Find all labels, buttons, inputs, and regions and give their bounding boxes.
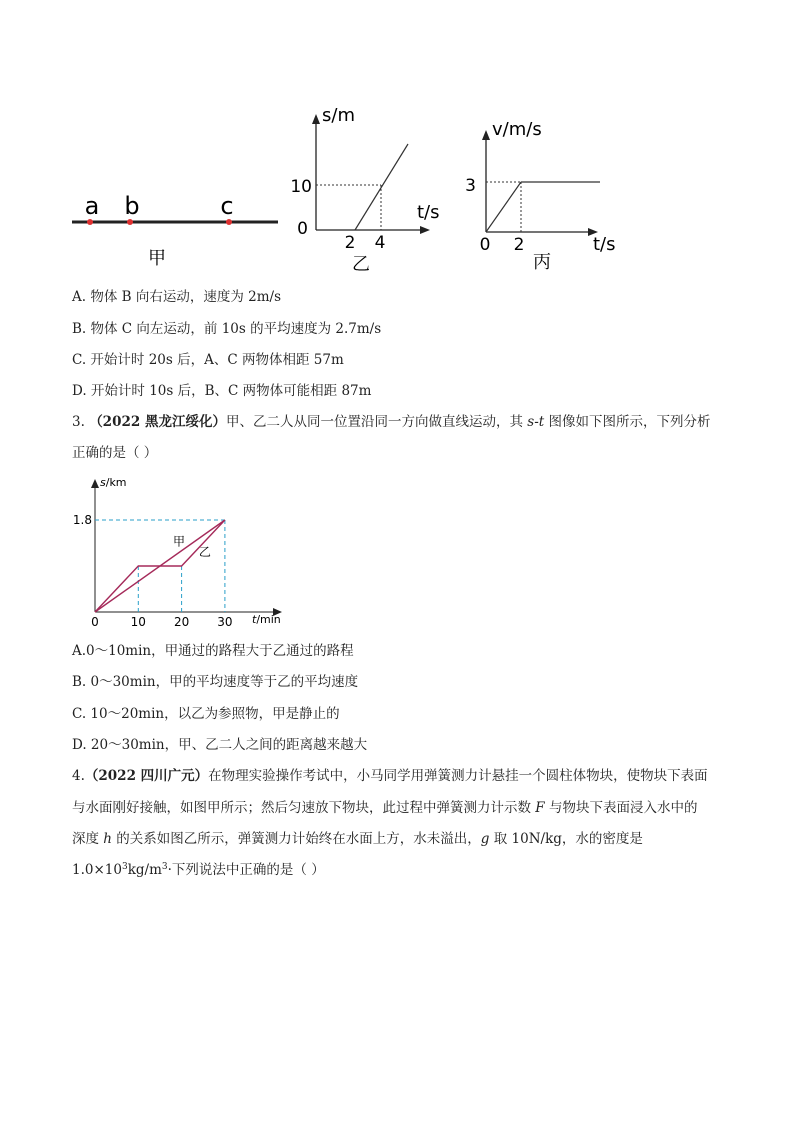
- yi-xtick-2: 2: [344, 233, 356, 253]
- q3-stem-line2: 正确的是（ ）: [72, 445, 158, 461]
- q2-option-d: D. 开始计时 10s 后，B、C 两物体可能相距 87m: [72, 383, 372, 399]
- yi-xlabel: t/s: [417, 202, 440, 223]
- q4-text-4c: ·下列说法中正确的是（ ）: [167, 862, 325, 878]
- yi-ytick: 10: [290, 177, 312, 197]
- label-c: c: [220, 192, 234, 220]
- yi-origin: 0: [297, 219, 308, 239]
- caption-bing: 丙: [533, 252, 551, 273]
- q4-text-1: 在物理实验操作考试中，小马同学用弹簧测力计悬挂一个圆柱体物块，使物块下表面: [208, 768, 708, 784]
- q3-chart: [60, 470, 300, 635]
- q3-stem-line1: [72, 413, 710, 431]
- q4-stem-line2: [72, 799, 697, 817]
- q4-source: （2022 四川广元）: [84, 768, 209, 784]
- figure-1: [60, 100, 630, 280]
- q4-var-F: F: [535, 800, 545, 816]
- q4-stem-line1: [72, 767, 708, 785]
- q4-text-2b: 与物块下表面浸入水中的: [544, 800, 698, 816]
- bing-ytick: 3: [465, 176, 476, 196]
- q2-option-a: A. 物体 B 向右运动，速度为 2m/s: [72, 289, 281, 305]
- q3-text-1: 甲、乙二人从同一位置沿同一方向做直线运动，其: [225, 414, 528, 430]
- q3-xtick-20: 20: [173, 615, 190, 629]
- label-a: a: [84, 192, 100, 220]
- q3-text-1b: 图像如下图所示，下列分析: [544, 414, 711, 430]
- yi-xtick-4: 4: [374, 233, 386, 253]
- q3-origin: 0: [91, 615, 99, 629]
- bing-y-arrow: [482, 130, 490, 140]
- fig-jia: [72, 192, 278, 269]
- q4-var-h: h: [103, 831, 112, 847]
- q3-ytick-1.8: 1.8: [72, 513, 92, 527]
- caption-jia: 甲: [148, 248, 166, 269]
- q3-series-label-yi: 乙: [198, 544, 211, 559]
- q3-xtick-10: 10: [130, 615, 146, 629]
- q3-option-b: B. 0～30min，甲的平均速度等于乙的平均速度: [72, 674, 359, 690]
- q2-option-b: B. 物体 C 向左运动，前 10s 的平均速度为 2.7m/s: [72, 321, 382, 337]
- q4-exp: 3: [121, 862, 128, 872]
- fig-yi: [290, 105, 439, 275]
- q2-option-c: C. 开始计时 20s 后，A、C 两物体相距 57m: [72, 352, 344, 368]
- bing-xtick-2: 2: [513, 235, 525, 255]
- q4-text-3a: 深度: [72, 831, 104, 847]
- bing-rise-line: [486, 182, 521, 232]
- q3-series-yi: [95, 520, 225, 612]
- q4-var-g: g: [480, 831, 490, 847]
- q4-text-4a: 1.0×10: [72, 862, 122, 878]
- q3-xlabel: t/min: [252, 613, 281, 626]
- label-b: b: [124, 192, 140, 220]
- q3-source: （2022 黑龙江绥化）: [89, 414, 226, 430]
- q3-option-c: C. 10～20min，以乙为参照物，甲是静止的: [72, 706, 340, 722]
- q4-text-4b: kg/m: [127, 862, 162, 878]
- bing-ylabel: v/m/s: [492, 119, 542, 140]
- caption-yi: 乙: [352, 254, 370, 275]
- q4-text-3c: 取 10N/kg，水的密度是: [489, 831, 643, 847]
- q4-number: 4.: [72, 768, 85, 784]
- yi-y-arrow: [312, 114, 320, 124]
- q3-ylabel: s/km: [100, 476, 127, 489]
- fig-bing: [465, 119, 615, 273]
- bing-xtick-0: 0: [479, 235, 491, 255]
- q3-st: s-t: [527, 414, 545, 430]
- q3-option-d: D. 20～30min，甲、乙二人之间的距离越来越大: [72, 737, 368, 753]
- q4-stem-line4: [72, 861, 325, 879]
- q3-y-arrow: [91, 479, 99, 488]
- q3-series-label-jia: 甲: [172, 534, 185, 549]
- yi-x-arrow: [420, 226, 430, 234]
- q3-option-a: A.0～10min，甲通过的路程大于乙通过的路程: [72, 643, 354, 659]
- q3-number: 3.: [72, 414, 85, 430]
- yi-ylabel: s/m: [322, 105, 355, 126]
- q4-exp2: 3: [161, 862, 168, 872]
- q4-stem-line3: [72, 830, 643, 848]
- q3-xtick-30: 30: [217, 615, 233, 629]
- q4-text-2a: 与水面刚好接触，如图甲所示；然后匀速放下物块，此过程中弹簧测力计示数: [72, 800, 536, 816]
- q4-text-3b: 的关系如图乙所示，弹簧测力计始终在水面上方，水未溢出，: [112, 831, 481, 847]
- bing-xlabel: t/s: [593, 234, 616, 255]
